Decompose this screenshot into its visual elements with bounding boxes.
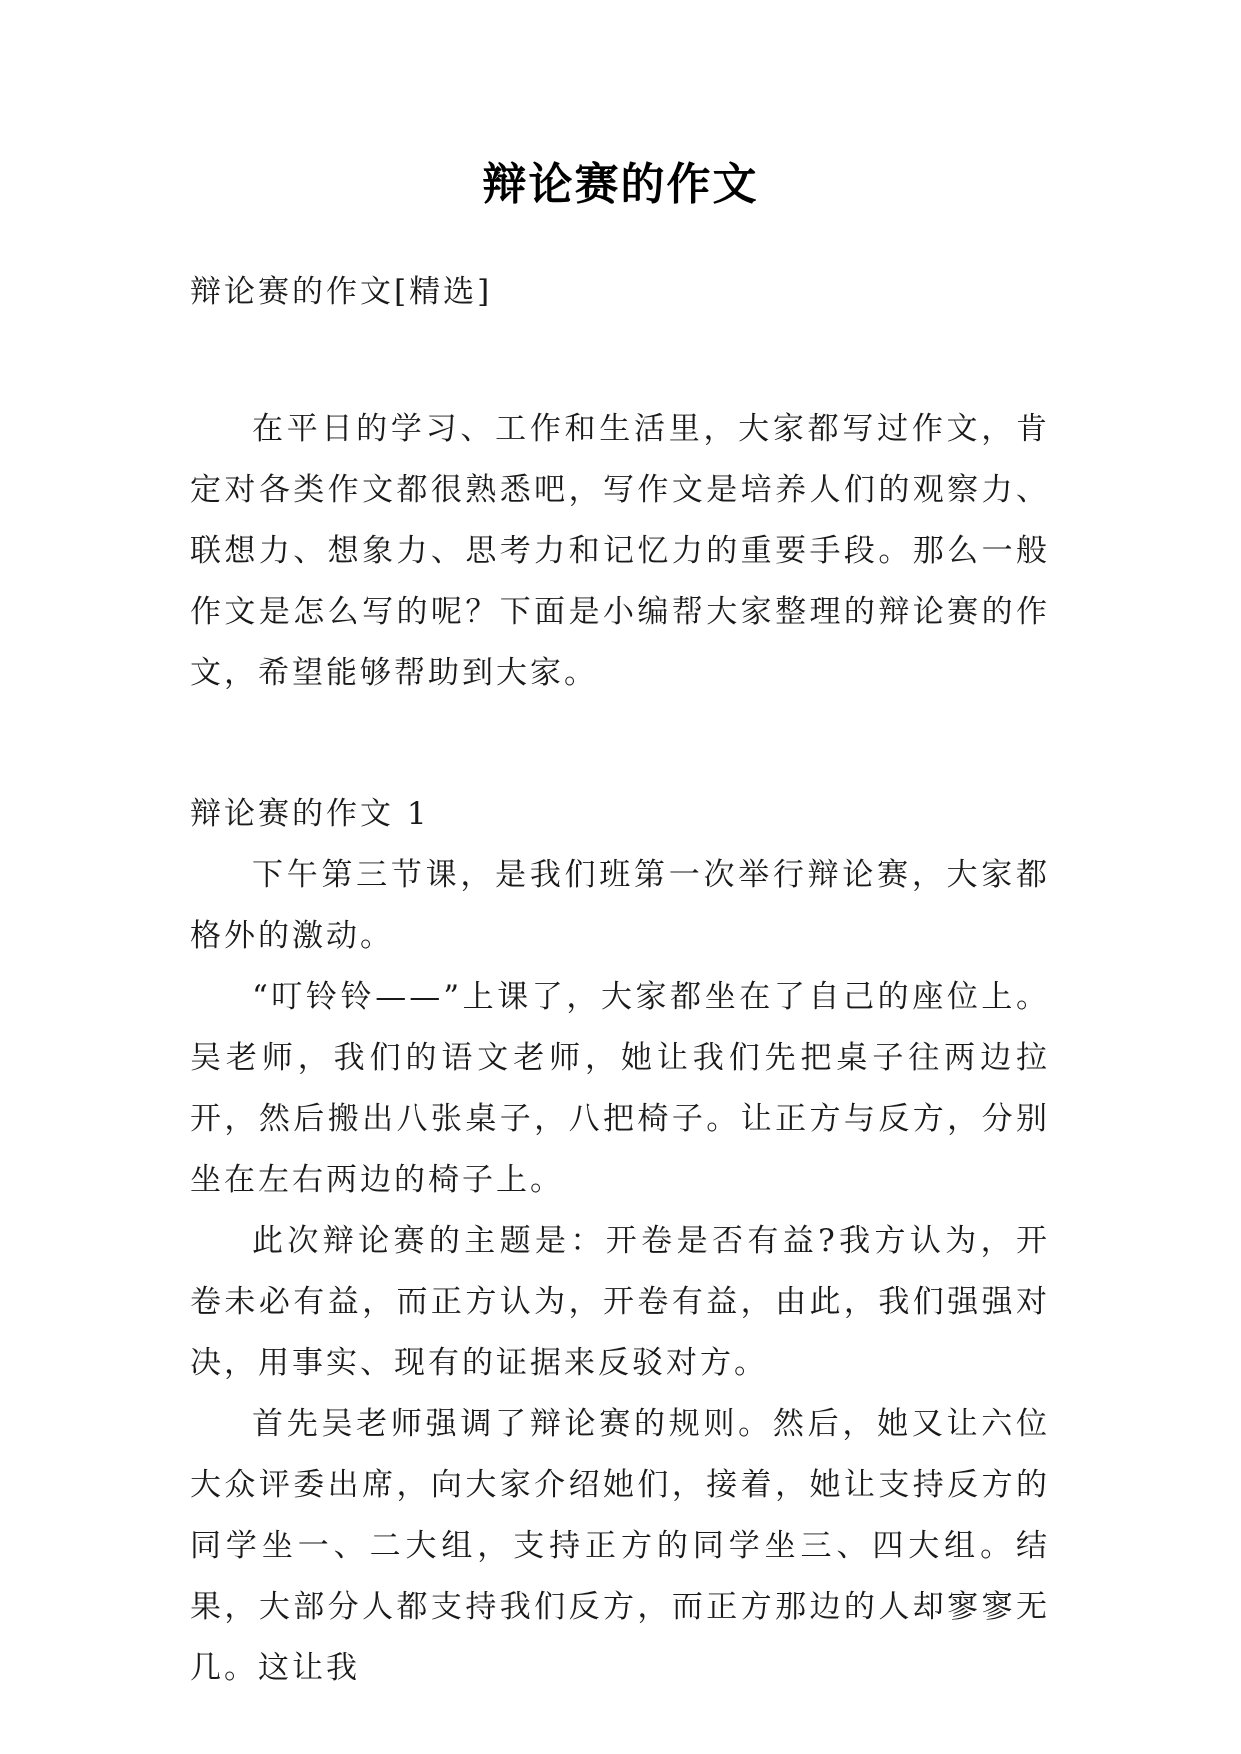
body-paragraph: 首先吴老师强调了辩论赛的规则。然后，她又让六位大众评委出席，向大家介绍她们，接着，她让支持反方的同学坐一、二大组，支持正方的同学坐三、四大组。结果，大部分人都支持我们反方，而正方那边的人却寥寥无几。这让我 xyxy=(190,1406,1050,1686)
document-subtitle: 辩论赛的作文[精选] xyxy=(190,274,493,310)
intro-paragraph: 在平日的学习、工作和生活里，大家都写过作文，肯定对各类作文都很熟悉吧，写作文是培养人们的观察力、联想力、想象力、思考力和记忆力的重要手段。那么一般作文是怎么写的呢？下面是小编帮大家整理的辩论赛的作文，希望能够帮助到大家。 xyxy=(190,411,1050,691)
body-paragraph: 此次辩论赛的主题是：开卷是否有益?我方认为，开卷未必有益，而正方认为，开卷有益，由此，我们强强对决，用事实、现有的证据来反驳对方。 xyxy=(190,1223,1050,1381)
document-body xyxy=(190,262,1050,1699)
body-paragraph: 下午第三节课，是我们班第一次举行辩论赛，大家都格外的激动。 xyxy=(190,857,1050,954)
section-heading: 辩论赛的作文 1 xyxy=(190,796,430,832)
body-paragraph: “叮铃铃——”上课了，大家都坐在了自己的座位上。吴老师，我们的语文老师，她让我们先把桌子往两边拉开，然后搬出八张桌子，八把椅子。让正方与反方，分别坐在左右两边的椅子上。 xyxy=(190,979,1050,1198)
document-title: 辩论赛的作文 xyxy=(482,159,759,210)
